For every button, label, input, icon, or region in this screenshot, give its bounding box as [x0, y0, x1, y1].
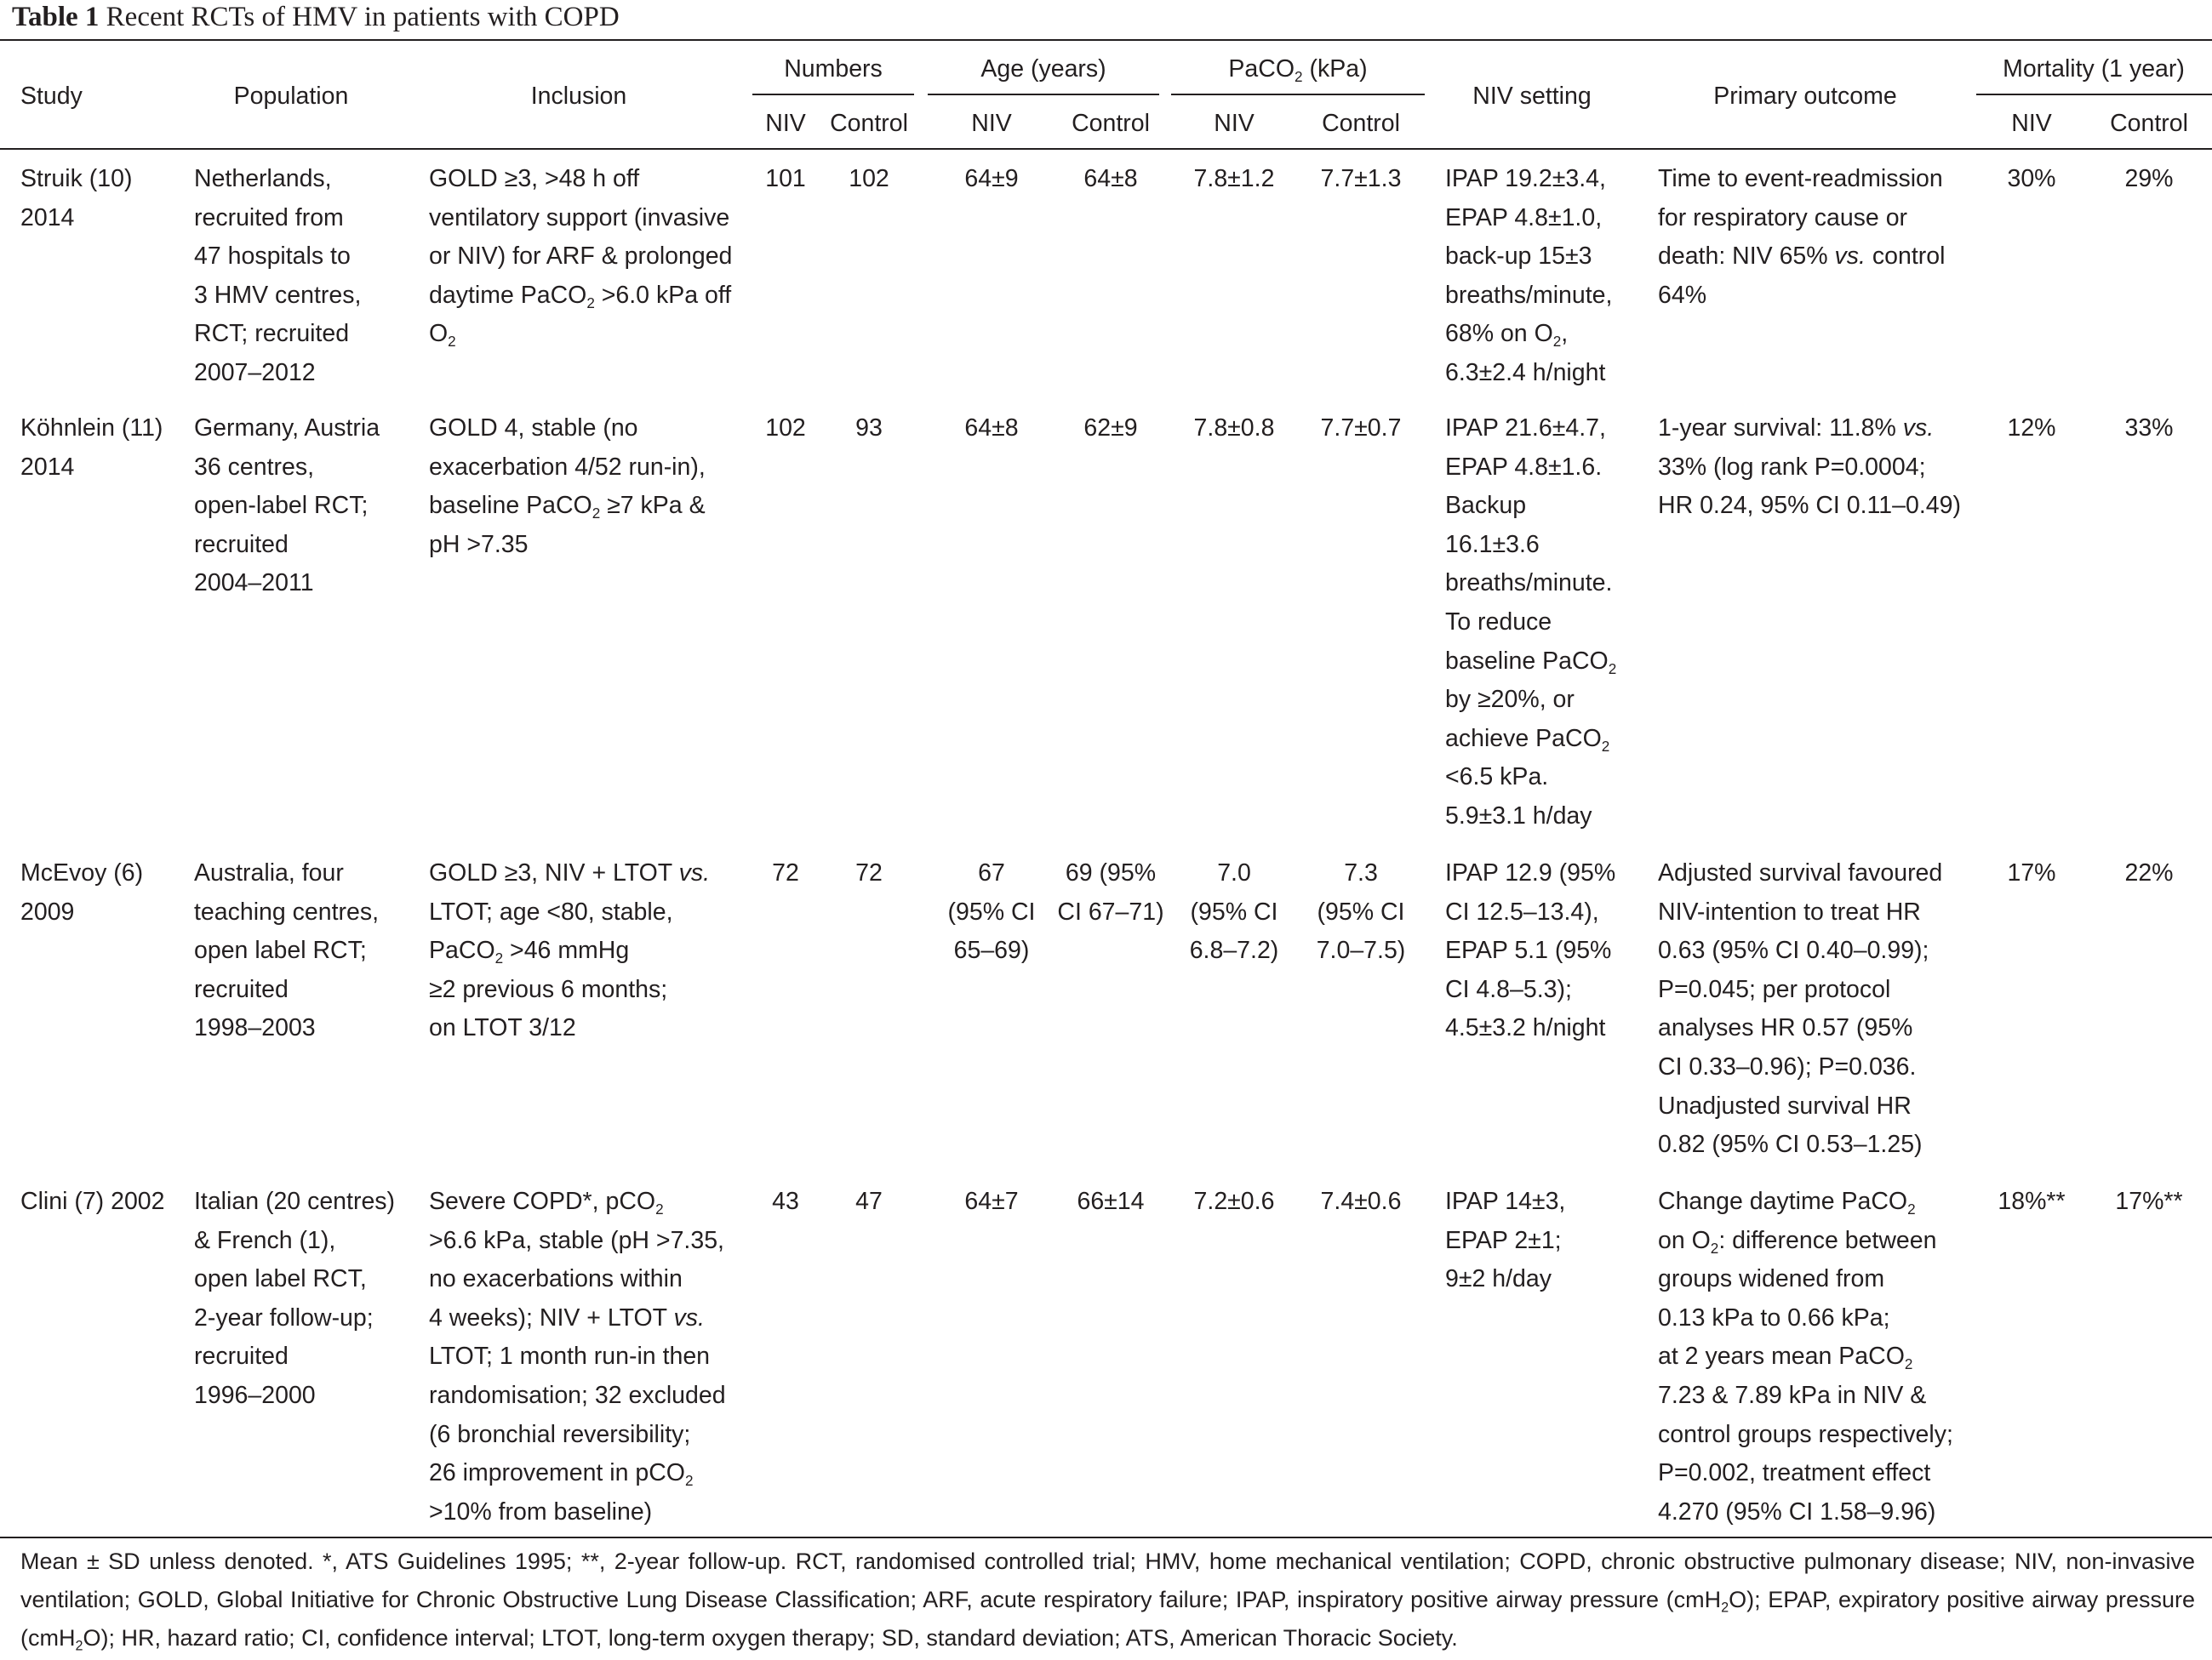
cell-mortality-niv: 30% [2007, 165, 2056, 192]
header-study: Study [20, 83, 83, 110]
header-numbers: Numbers [784, 55, 883, 83]
cell-age-niv: 64±7 [964, 1188, 1019, 1215]
cell-population: Italian (20 centres) & French (1), open label RCT, 2-year follow-up; recruited 1996–2000 [194, 1188, 396, 1409]
header-niv-setting: NIV setting [1472, 83, 1592, 110]
numbers-subrule [752, 94, 914, 95]
cell-paco2-niv: 7.8±0.8 [1193, 414, 1275, 442]
age-subrule [928, 94, 1159, 95]
cell-paco2-control: 7.7±1.3 [1320, 165, 1402, 192]
cell-mortality-control: 22% [2124, 859, 2174, 887]
cell-mortality-niv: 18%** [1998, 1188, 2066, 1215]
cell-numbers-niv: 101 [765, 165, 806, 192]
header-paco2: PaCO$_2$ (kPa) [1228, 55, 1368, 85]
cell-age-control: 64±8 [1083, 165, 1138, 192]
cell-primary-outcome: Change daytime PaCO$_2$ on $O_2$: difference between groups widened from 0.13 kPa to 0.66 kPa; at 2 years mean PaCO$_2$ 7.23 & 7.89 kPa in NIV & control groups respectively; P=0.002, treatment effect 4.270 (95% CI 1.58–9.96) [1658, 1188, 1953, 1526]
cell-mortality-niv: 17% [2007, 859, 2056, 887]
cell-age-niv: 64±9 [964, 165, 1019, 192]
subheader-numbers-control: Control [830, 110, 908, 137]
cell-numbers-control: 93 [855, 414, 883, 442]
bottom-rule [0, 1537, 2212, 1538]
header-mortality: Mortality (1 year) [2003, 55, 2185, 83]
cell-mortality-control: 17%** [2115, 1188, 2183, 1215]
cell-population: Germany, Austria 36 centres, open-label RCT; recruited 2004–2011 [194, 414, 380, 597]
cell-numbers-niv: 43 [772, 1188, 799, 1215]
header-inclusion: Inclusion [530, 83, 627, 110]
cell-inclusion: GOLD ≥3, NIV + LTOT vs. LTOT; age <80, stable, PaCO$_2$ >46 mmHg ≥2 previous 6 months; on LTOT 3/12 [429, 859, 711, 1042]
table-label: Table 1 [12, 2, 100, 32]
cell-mortality-niv: 12% [2007, 414, 2056, 442]
cell-population: Netherlands, recruited from 47 hospitals to 3 HMV centres, RCT; recruited 2007–2012 [194, 165, 362, 386]
cell-niv-setting: IPAP 21.6±4.7, EPAP 4.8±1.6. Backup 16.1±3.6 breaths/minute. To reduce baseline PaCO$_2$ by ≥20%, or achieve PaCO$_2$ <6.5 kPa. 5.9±3.1 h/day [1445, 414, 1617, 830]
cell-age-niv: 64±8 [964, 414, 1019, 442]
top-rule [0, 39, 2212, 41]
subheader-age-niv: NIV [971, 110, 1012, 137]
cell-niv-setting: IPAP 19.2±3.4, EPAP 4.8±1.0, back-up 15±3 breaths/minute, 68% on $O_2$, 6.3±2.4 h/night [1445, 165, 1613, 386]
cell-inclusion: GOLD ≥3, >48 h off ventilatory support (invasive or NIV) for ARF & prolonged daytime PaCO$_2$ >6.0 kPa off $O_2$ [429, 165, 733, 351]
cell-paco2-control: 7.3 (95% CI 7.0–7.5) [1316, 859, 1406, 965]
cell-study: Köhnlein (11) 2014 [20, 414, 163, 481]
table-footnote: Mean ± SD unless denoted. *, ATS Guidelines 1995; **, 2-year follow-up. RCT, randomised controlled trial; HMV, home mechanical ventilation; COPD, chronic obstructive pulmonary disease; NIV, non-invasive ventilation; GOLD, Global Initiative for Chronic Obstructive Lung Disease Classification; ARF, acute respiratory failure; IPAP, inspiratory positive airway pressure (cmH$_2$O); EPAP, expiratory positive airway pressure (cmH$_2$O); HR, hazard ratio; CI, confidence interval; LTOT, long-term oxygen therapy; SD, standard deviation; ATS, American Thoracic Society. [20, 1549, 2195, 1654]
cell-age-control: 62±9 [1083, 414, 1138, 442]
cell-numbers-control: 72 [855, 859, 883, 887]
paco2-subrule [1171, 94, 1425, 95]
subheader-age-control: Control [1072, 110, 1150, 137]
cell-primary-outcome: Adjusted survival favoured NIV-intention to treat HR 0.63 (95% CI 0.40–0.99); P=0.045; per protocol analyses HR 0.57 (95% CI 0.33–0.96); P=0.036. Unadjusted survival HR 0.82 (95% CI 0.53–1.25) [1658, 859, 1943, 1159]
subheader-mortality-control: Control [2110, 110, 2188, 137]
table-caption: Recent RCTs of HMV in patients with COPD [106, 2, 620, 32]
header-primary-outcome: Primary outcome [1713, 83, 1897, 110]
cell-mortality-control: 33% [2124, 414, 2174, 442]
cell-age-control: 66±14 [1077, 1188, 1145, 1215]
cell-numbers-niv: 72 [772, 859, 799, 887]
header-rule [0, 148, 2212, 150]
cell-numbers-control: 102 [849, 165, 889, 192]
cell-primary-outcome: Time to event-readmission for respiratory cause or death: NIV 65% vs. control 64% [1658, 165, 1946, 309]
cell-study: McEvoy (6) 2009 [20, 859, 144, 926]
cell-niv-setting: IPAP 12.9 (95% CI 12.5–13.4), EPAP 5.1 (95% CI 4.8–5.3); 4.5±3.2 h/night [1445, 859, 1616, 1042]
cell-primary-outcome: 1-year survival: 11.8% vs. 33% (log rank P=0.0004; HR 0.24, 95% CI 0.11–0.49) [1658, 414, 1961, 520]
subheader-mortality-niv: NIV [2011, 110, 2052, 137]
header-age: Age (years) [980, 55, 1106, 83]
cell-paco2-niv: 7.0 (95% CI 6.8–7.2) [1189, 859, 1279, 965]
cell-study: Struik (10) 2014 [20, 165, 133, 231]
cell-paco2-control: 7.4±0.6 [1320, 1188, 1402, 1215]
subheader-paco2-control: Control [1322, 110, 1400, 137]
cell-paco2-control: 7.7±0.7 [1320, 414, 1402, 442]
mortality-subrule [1976, 94, 2212, 95]
cell-numbers-niv: 102 [765, 414, 806, 442]
subheader-paco2-niv: NIV [1214, 110, 1255, 137]
cell-numbers-control: 47 [855, 1188, 883, 1215]
cell-paco2-niv: 7.2±0.6 [1193, 1188, 1275, 1215]
table-title [12, 0, 620, 34]
cell-paco2-niv: 7.8±1.2 [1193, 165, 1275, 192]
cell-inclusion: Severe COPD*, pCO$_2$ >6.6 kPa, stable (pH >7.35, no exacerbations within 4 weeks); NIV + LTOT vs. LTOT; 1 month run-in then randomisation; 32 excluded (6 bronchial reversibility; 26 improvement in pCO$_2$ >10% from baseline) [429, 1188, 726, 1526]
cell-age-control: 69 (95% CI 67–71) [1057, 859, 1164, 926]
cell-study: Clini (7) 2002 [20, 1188, 165, 1215]
cell-population: Australia, four teaching centres, open label RCT; recruited 1998–2003 [194, 859, 380, 1042]
subheader-numbers-niv: NIV [765, 110, 806, 137]
cell-niv-setting: IPAP 14±3, EPAP 2±1; 9±2 h/day [1445, 1188, 1566, 1293]
header-population: Population [233, 83, 349, 110]
cell-age-niv: 67 (95% CI 65–69) [947, 859, 1036, 965]
cell-mortality-control: 29% [2124, 165, 2174, 192]
cell-inclusion: GOLD 4, stable (no exacerbation 4/52 run-in), baseline PaCO$_2$ ≥7 kPa & pH >7.35 [429, 414, 706, 558]
